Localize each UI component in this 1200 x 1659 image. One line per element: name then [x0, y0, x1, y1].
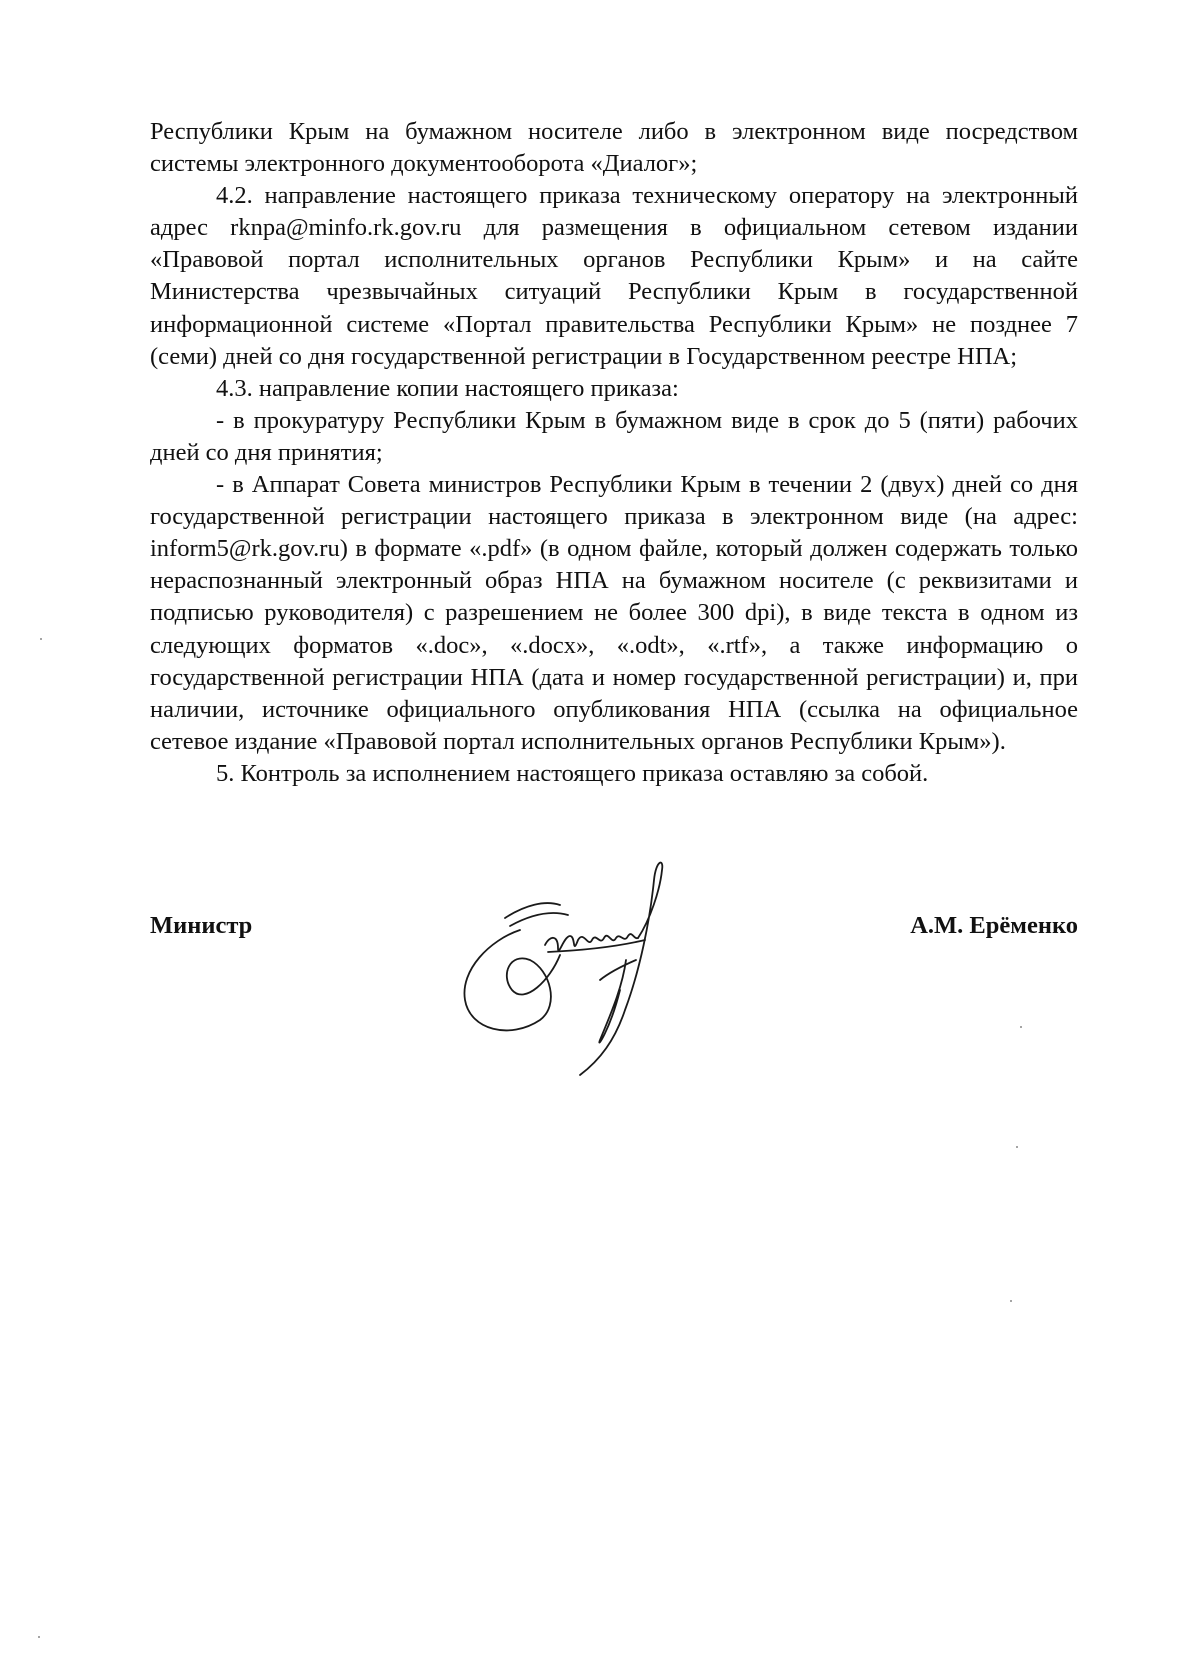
signatory-name: А.М. Ерёменко	[910, 912, 1078, 939]
paragraph-5-control: 5. Контроль за исполнением настоящего приказа оставляю за собой.	[216, 759, 929, 787]
scan-speck	[38, 1636, 40, 1638]
scan-speck	[1020, 1026, 1022, 1028]
document-body	[150, 116, 1078, 790]
scan-speck	[40, 638, 42, 640]
paragraph-4-2: 4.2. направление настоящего приказа техническому оператору на электронный адрес rknpa@minfo.rk.gov.ru для размещения в официальном сетевом издании «Правовой портал исполнительных органов Республики Крым» и на сайте Министерства чрезвычайных ситуаций Республики Крым в государственной информационной системе «Портал правительства Республики Крым» не позднее 7 (семи) дней со дня государственной регистрации в Государственном реестре НПА;	[150, 182, 1078, 370]
paragraph-prosecutor: - в прокуратуру Республики Крым в бумажном виде в срок до 5 (пяти) рабочих дней со дня принятия;	[150, 406, 1078, 466]
paragraph-council-apparatus: - в Аппарат Совета министров Республики Крым в течении 2 (двух) дней со дня государственной регистрации настоящего приказа в электронном виде (на адрес: inform5@rk.gov.ru) в формате «.pdf» (в одном файле, который должен содержать только нераспознанный электронный образ НПА на бумажном носителе (с реквизитами и подписью руководителя) с разрешением не более 300 dpi), в виде текста в одном из следующих форматов «.doc», «.docx», «.odt», «.rtf», а также информацию о государственной регистрации НПА (дата и номер государственной регистрации) и, при наличии, источнике официального опубликования НПА (ссылка на официальное сетевое издание «Правовой портал исполнительных органов Республики Крым»).	[150, 471, 1078, 755]
handwritten-signature	[450, 860, 710, 1080]
signatory-role: Министр	[150, 912, 253, 939]
paragraph-continuation: Республики Крым на бумажном носителе либо в электронном виде посредством системы электронного документооборота «Диалог»;	[150, 118, 1078, 178]
paragraph-4-3: 4.3. направление копии настоящего приказа:	[216, 374, 679, 402]
scan-speck	[1010, 1300, 1012, 1302]
scan-speck	[1016, 1146, 1018, 1148]
